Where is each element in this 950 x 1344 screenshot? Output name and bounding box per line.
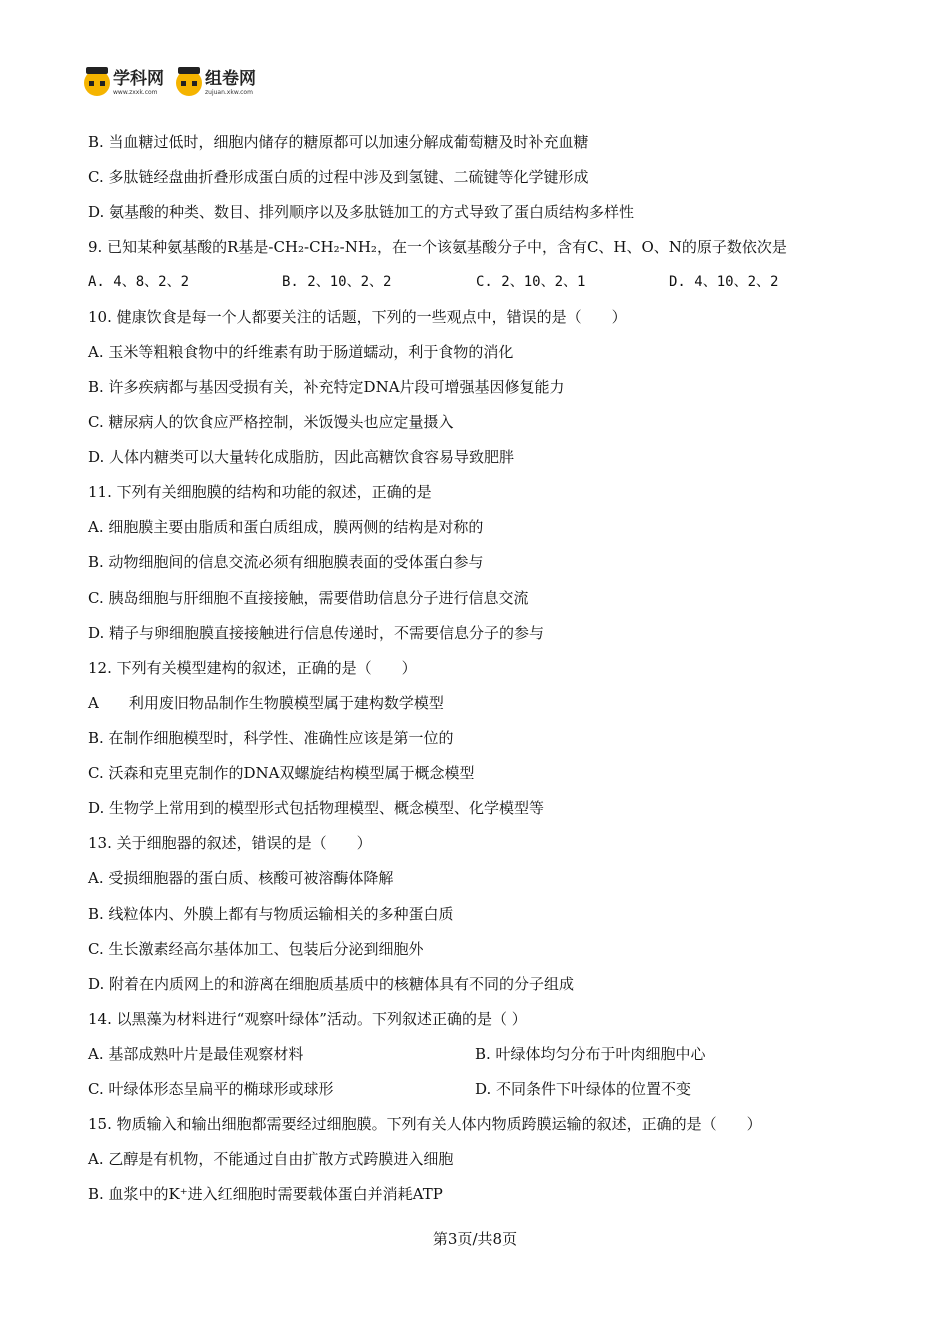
q14-option-a: A. 基部成熟叶片是最佳观察材料 [88, 1045, 304, 1063]
q12-option-a: A 利用废旧物品制作生物膜模型属于建构数学模型 [88, 694, 444, 712]
brand-zujuanwang [176, 70, 256, 96]
q9-option-d: D. 4、10、2、2 [669, 274, 779, 290]
q14-option-c: C. 叶绿体形态呈扁平的椭球形或球形 [88, 1080, 334, 1098]
q10-option-d: D. 人体内糖类可以大量转化成脂肪，因此高糖饮食容易导致肥胖 [88, 448, 515, 466]
q13-stem: 13. 关于细胞器的叙述，错误的是（ ） [88, 834, 372, 852]
q8-option-b: B. 当血糖过低时，细胞内储存的糖原都可以加速分解成葡萄糖及时补充血糖 [88, 133, 589, 151]
q13-option-c: C. 生长激素经高尔基体加工、包装后分泌到细胞外 [88, 940, 424, 958]
q13-option-a: A. 受损细胞器的蛋白质、核酸可被溶酶体降解 [88, 869, 394, 887]
q12-option-d: D. 生物学上常用到的模型形式包括物理模型、概念模型、化学模型等 [88, 799, 545, 817]
q8-option-c: C. 多肽链经盘曲折叠形成蛋白质的过程中涉及到氢键、二硫键等化学键形成 [88, 168, 589, 186]
q11-stem: 11. 下列有关细胞膜的结构和功能的叙述，正确的是 [88, 483, 432, 501]
q10-option-a: A. 玉米等粗粮食物中的纤维素有助于肠道蠕动，利于食物的消化 [88, 343, 514, 361]
brand-xuekewang [84, 70, 164, 96]
brand-name: 组卷网 [205, 68, 256, 89]
q11-option-d: D. 精子与卵细胞膜直接接触进行信息传递时，不需要信息分子的参与 [88, 624, 545, 642]
q9-stem: 9. 已知某种氨基酸的R基是-CH₂-CH₂-NH₂，在一个该氨基酸分子中，含有C、H、O、N的原子数依次是 [88, 238, 787, 256]
q11-option-c: C. 胰岛细胞与肝细胞不直接接触，需要借助信息分子进行信息交流 [88, 589, 529, 607]
q14-option-b: B. 叶绿体均匀分布于叶肉细胞中心 [475, 1045, 706, 1063]
mascot-icon [84, 70, 110, 96]
q15-option-a: A. 乙醇是有机物，不能通过自由扩散方式跨膜进入细胞 [88, 1150, 454, 1168]
q14-stem: 14. 以黑藻为材料进行“观察叶绿体”活动。下列叙述正确的是（ ） [88, 1010, 527, 1028]
q13-option-d: D. 附着在内质网上的和游离在细胞质基质中的核糖体具有不同的分子组成 [88, 975, 575, 993]
q12-option-b: B. 在制作细胞模型时，科学性、准确性应该是第一位的 [88, 729, 454, 747]
q15-stem: 15. 物质输入和输出细胞都需要经过细胞膜。下列有关人体内物质跨膜运输的叙述，正确的是（ ） [88, 1115, 762, 1133]
brand-name: 学科网 [113, 68, 164, 89]
q12-option-c: C. 沃森和克里克制作的DNA双螺旋结构模型属于概念模型 [88, 764, 475, 782]
q10-stem: 10. 健康饮食是每一个人都要关注的话题，下列的一些观点中，错误的是（ ） [88, 308, 627, 326]
q10-option-b: B. 许多疾病都与基因受损有关，补充特定DNA片段可增强基因修复能力 [88, 378, 565, 396]
brand-url: zujuan.xkw.com [205, 88, 253, 96]
q15-option-b: B. 血浆中的K⁺进入红细胞时需要载体蛋白并消耗ATP [88, 1185, 443, 1203]
q14-option-d: D. 不同条件下叶绿体的位置不变 [475, 1080, 692, 1098]
page-number: 第3页/共8页 [432, 1230, 518, 1248]
q11-option-a: A. 细胞膜主要由脂质和蛋白质组成，膜两侧的结构是对称的 [88, 518, 484, 536]
q11-option-b: B. 动物细胞间的信息交流必须有细胞膜表面的受体蛋白参与 [88, 553, 484, 571]
q9-option-a: A. 4、8、2、2 [88, 274, 190, 290]
q9-option-c: C. 2、10、2、1 [476, 274, 586, 290]
header-logos [84, 70, 256, 96]
q10-option-c: C. 糖尿病人的饮食应严格控制，米饭馒头也应定量摄入 [88, 413, 454, 431]
brand-url: www.zxxk.com [113, 88, 158, 96]
mascot-icon [176, 70, 202, 96]
q8-option-d: D. 氨基酸的种类、数目、排列顺序以及多肽链加工的方式导致了蛋白质结构多样性 [88, 203, 635, 221]
q13-option-b: B. 线粒体内、外膜上都有与物质运输相关的多种蛋白质 [88, 905, 454, 923]
q12-stem: 12. 下列有关模型建构的叙述，正确的是（ ） [88, 659, 417, 677]
q9-option-b: B. 2、10、2、2 [282, 274, 392, 290]
